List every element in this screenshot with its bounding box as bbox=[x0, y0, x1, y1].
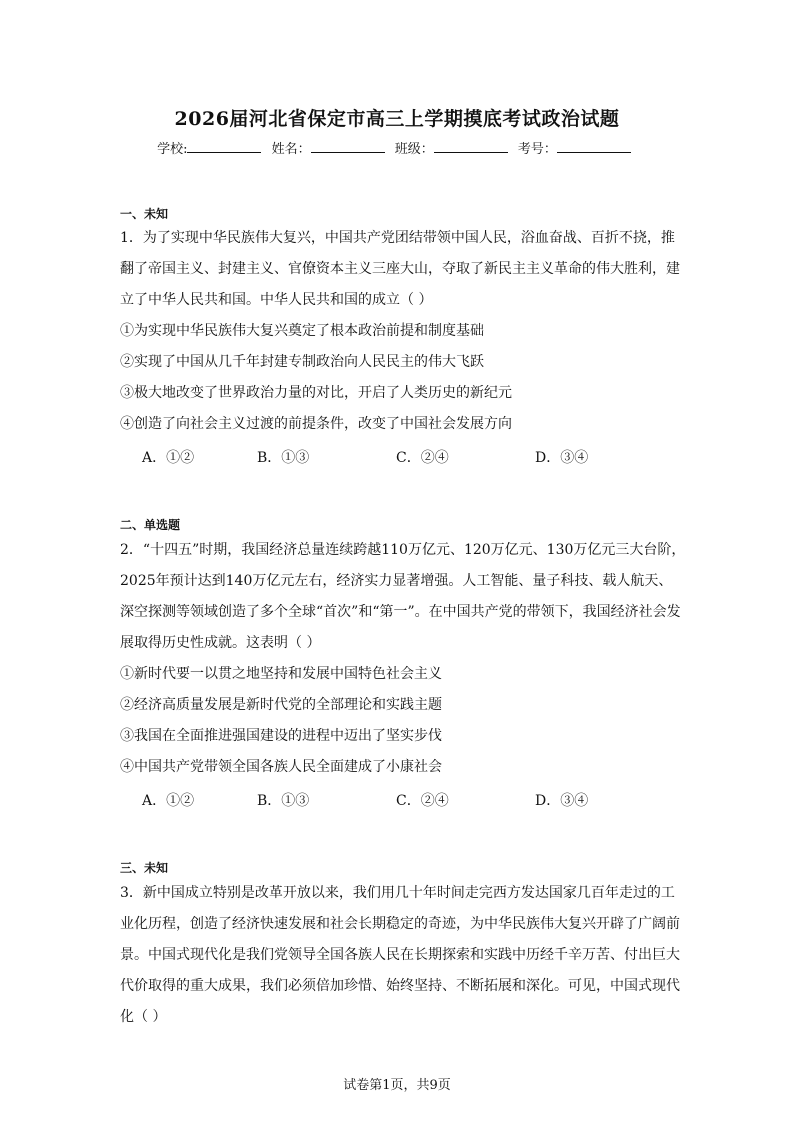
section-title: 三、未知 bbox=[120, 861, 169, 875]
school-label: 学校: bbox=[157, 142, 188, 157]
statement-line: ①为实现中华民族伟大复兴奠定了根本政治前提和制度基础 bbox=[120, 323, 484, 339]
statement-line: ④中国共产党带领全国各族人民全面建成了小康社会 bbox=[120, 759, 442, 775]
option-c[interactable]: C．②④ bbox=[396, 793, 449, 809]
statement-line: ③极大地改变了世界政治力量的对比，开启了人类历史的新纪元 bbox=[120, 385, 512, 401]
question-text-line: 景。中国式现代化是我们党领导全国各族人民在长期探索和实践中历经千辛万苦、付出巨大 bbox=[120, 947, 680, 963]
option-c[interactable]: C．②④ bbox=[396, 450, 449, 466]
statement-line: ②实现了中国从几千年封建专制政治向人民民主的伟大飞跃 bbox=[120, 354, 484, 370]
statement-line: ③我国在全面推进强国建设的进程中迈出了坚实步伐 bbox=[120, 728, 442, 744]
statement-line: ②经济高质量发展是新时代党的全部理论和实践主题 bbox=[120, 697, 442, 713]
question-text-line: 代价取得的重大成果，我们必须倍加珍惜、始终坚持、不断拓展和深化。可见，中国式现代 bbox=[120, 978, 680, 994]
option-a[interactable]: A．①② bbox=[142, 450, 195, 466]
statement-line: ①新时代要一以贯之地坚持和发展中国特色社会主义 bbox=[120, 666, 442, 682]
exam-number-label: 考号： bbox=[517, 142, 557, 157]
name-blank bbox=[311, 140, 385, 153]
school-blank bbox=[187, 140, 261, 153]
question-text-line: 展取得历史性成就。这表明（ ） bbox=[120, 635, 321, 651]
statement-line: ④创造了向社会主义过渡的前提条件，改变了中国社会发展方向 bbox=[120, 416, 512, 432]
question-text-line: 立了中华人民共和国。中华人民共和国的成立（ ） bbox=[120, 292, 433, 308]
option-a[interactable]: A．①② bbox=[142, 793, 195, 809]
page-title: 2026届河北省保定市高三上学期摸底考试政治试题 bbox=[174, 108, 620, 130]
exam-number-blank bbox=[557, 140, 631, 153]
question-text-line: 2．“十四五”时期，我国经济总量连续跨越110万亿元、120万亿元、130万亿元三大台阶， bbox=[120, 542, 686, 558]
class-blank bbox=[434, 140, 508, 153]
option-d[interactable]: D．③④ bbox=[535, 450, 589, 466]
option-b[interactable]: B．①③ bbox=[257, 793, 310, 809]
question-text-line: 深空探测等领域创造了多个全球“首次”和“第一”。在中国共产党的带领下，我国经济社会发 bbox=[120, 604, 681, 620]
name-label: 姓名： bbox=[271, 142, 311, 157]
question-text-line: 化（ ） bbox=[120, 1009, 167, 1025]
page-footer: 试卷第1页，共9页 bbox=[343, 1078, 451, 1093]
option-b[interactable]: B．①③ bbox=[257, 450, 310, 466]
question-text-line: 2025年预计达到140万亿元左右，经济实力显著增强。人工智能、量子科技、载人航天、 bbox=[120, 573, 673, 589]
section-title: 二、单选题 bbox=[120, 518, 181, 532]
question-text-line: 翻了帝国主义、封建主义、官僚资本主义三座大山，夺取了新民主主义革命的伟大胜利，建 bbox=[120, 261, 680, 277]
question-text-line: 3．新中国成立特别是改革开放以来，我们用几十年时间走完西方发达国家几百年走过的工 bbox=[120, 885, 675, 901]
question-text-line: 业化历程，创造了经济快速发展和社会长期稳定的奇迹，为中华民族伟大复兴开辟了广阔前 bbox=[120, 916, 680, 932]
class-label: 班级： bbox=[394, 142, 434, 157]
student-info-line bbox=[0, 138, 794, 157]
question-text-line: 1．为了实现中华民族伟大复兴，中国共产党团结带领中国人民，浴血奋战、百折不挠，推 bbox=[120, 230, 675, 246]
section-title: 一、未知 bbox=[120, 207, 169, 221]
option-d[interactable]: D．③④ bbox=[535, 793, 589, 809]
